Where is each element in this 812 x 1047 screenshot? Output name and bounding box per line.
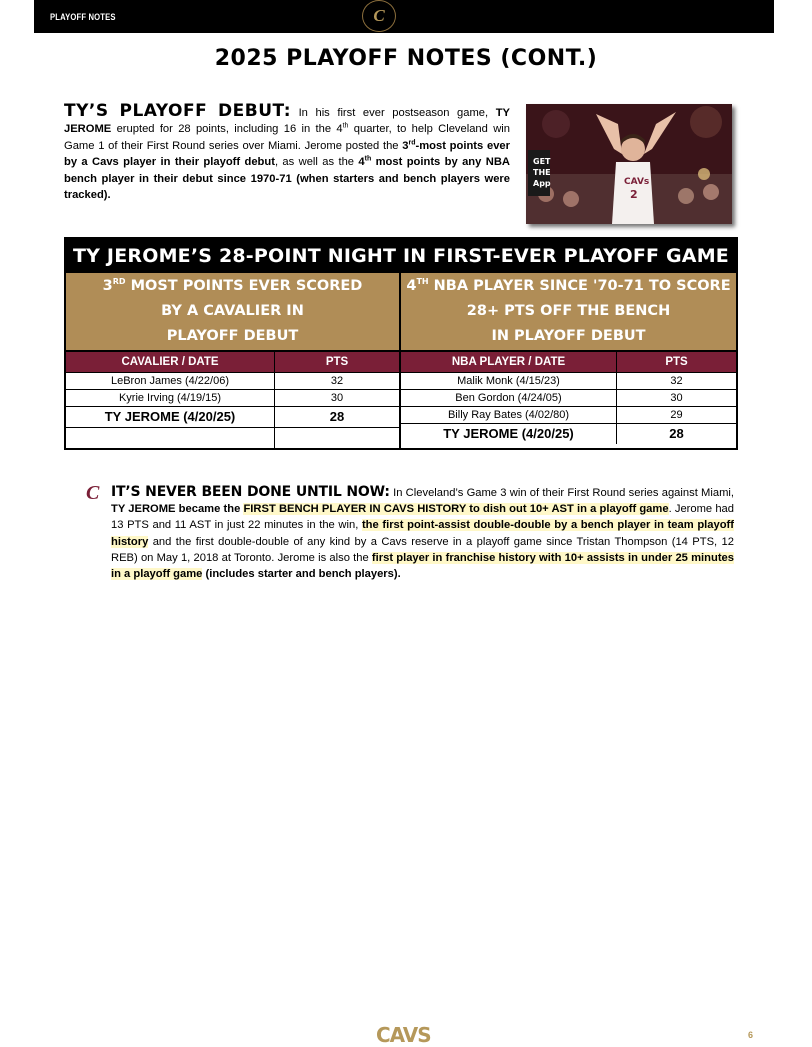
table-row: Kyrie Irving (4/19/15) 30 xyxy=(66,389,399,406)
cavs-c-logo-icon: C xyxy=(362,0,396,32)
top-header-bar xyxy=(34,0,774,33)
page-title: 2025 PLAYOFF NOTES (CONT.) xyxy=(214,46,598,71)
table-row: TY JEROME (4/20/25) 28 xyxy=(401,423,736,444)
section-label: PLAYOFF NOTES xyxy=(50,12,116,22)
debut-stats-table xyxy=(64,237,738,450)
sign-line-3: App xyxy=(533,179,551,188)
sign-line-1: GET xyxy=(533,157,551,166)
cavs-wordmark-logo: CAVS xyxy=(376,1023,431,1047)
page-number: 6 xyxy=(748,1030,754,1040)
table-row: Billy Ray Bates (4/02/80) 29 xyxy=(401,406,736,423)
table-row: Malik Monk (4/15/23) 32 xyxy=(401,372,736,389)
cavalier-column-heading: 3RD MOST POINTS EVER SCORED BY A CAVALIER IN PLAYOFF DEBUT xyxy=(66,273,399,350)
debut-lead: TY’S PLAYOFF DEBUT: xyxy=(64,101,292,121)
nba-bench-debut-column xyxy=(401,273,736,448)
cavalier-column-subheader: CAVALIER / DATE PTS xyxy=(66,350,399,372)
debut-paragraph: TY’S PLAYOFF DEBUT: In his first ever postseason game, TY JEROME erupted for 28 points, including 16 in the 4th quarter, to help Cleveland win Game 1 of their First Round series over Miami. Jerome posted the 3rd-most points ever by a Cavs player in their playoff debut, as well as the 4th most points by any NBA bench player in their debut since 1970-71 (when starters and bench players were tracked). xyxy=(64,101,510,202)
nba-column-heading: 4TH NBA PLAYER SINCE '70-71 TO SCORE 28+ PTS OFF THE BENCH IN PLAYOFF DEBUT xyxy=(401,273,736,350)
sign-line-2: THE xyxy=(533,168,551,177)
never-done-lead: IT’S NEVER BEEN DONE UNTIL NOW: xyxy=(111,484,390,500)
stats-table-title: TY JEROME’S 28-POINT NIGHT IN FIRST-EVER PLAYOFF GAME xyxy=(66,239,736,273)
cavalier-debut-column xyxy=(66,273,399,448)
table-row: TY JEROME (4/20/25) 28 xyxy=(66,406,399,427)
jersey-number: 2 xyxy=(630,188,638,201)
cavs-c-bullet-icon: C xyxy=(86,482,100,504)
table-row: Ben Gordon (4/24/05) 30 xyxy=(401,389,736,406)
jersey-text: CAVs xyxy=(624,177,650,187)
nba-column-subheader: NBA PLAYER / DATE PTS xyxy=(401,350,736,372)
ty-jerome-celebration-photo xyxy=(526,104,732,224)
table-row-empty xyxy=(66,427,399,448)
table-row: LeBron James (4/22/06) 32 xyxy=(66,372,399,389)
photo-illustration xyxy=(526,104,732,224)
never-done-paragraph: IT’S NEVER BEEN DONE UNTIL NOW: In Cleveland’s Game 3 win of their First Round series against Miami, TY JEROME became the FIRST BENCH PLAYER IN CAVS HISTORY to dish out 10+ AST in a playoff game. Jerome had 13 PTS and 11 AST in just 22 minutes in the win, the first point-assist double-double by a bench player in team playoff history and the first double-double of any kind by a Cavs reserve in a playoff game since Tristan Thompson (14 PTS, 12 REB) on May 1, 2018 at Toronto. Jerome is also the first player in franchise history with 10+ assists in under 25 minutes in a playoff game (includes starter and bench players). xyxy=(111,484,734,581)
